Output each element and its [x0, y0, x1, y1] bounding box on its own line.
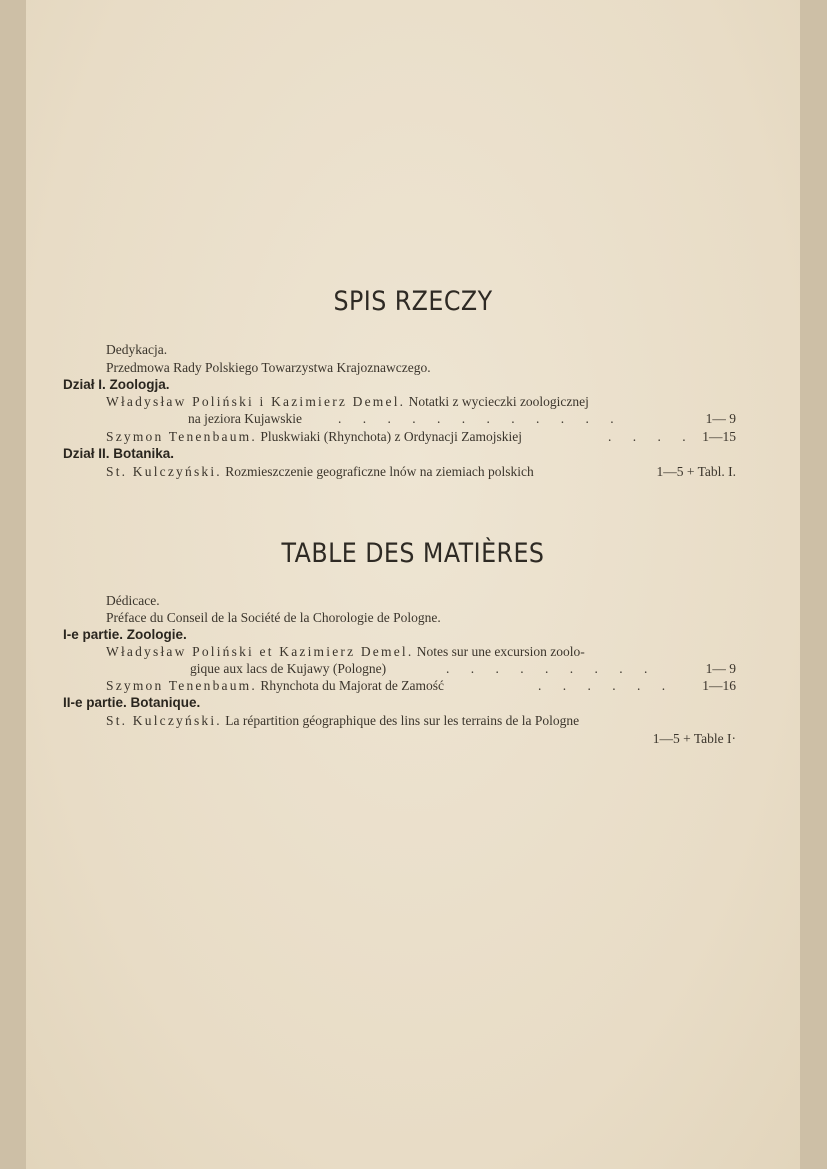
french-entry2	[106, 678, 444, 694]
polish-entry1-dots: . . . . . . . . . . . .	[338, 411, 623, 426]
polish-part2-heading: Dział II. Botanika.	[63, 446, 175, 461]
french-entry2-pages: 1—16	[702, 678, 736, 693]
french-entry3-pages: 1—5 + Table I·	[652, 731, 736, 746]
french-entry3-title: La répartition géographique des lins sur les terrains de la Pologne	[225, 713, 580, 728]
document-page	[26, 0, 800, 1169]
french-title: TABLE DES MATIÈRES	[281, 538, 545, 569]
polish-title: SPIS RZECZY	[333, 286, 493, 317]
polish-entry3	[106, 464, 534, 480]
french-entry1-title-cont: gique aux lacs de Kujawy (Pologne)	[190, 661, 387, 676]
french-entry1-dots: . . . . . . . . .	[446, 661, 657, 676]
polish-part1-heading: Dział I. Zoologja.	[63, 377, 170, 392]
french-entry3	[106, 713, 579, 729]
french-part1-heading: I-e partie. Zoologie.	[63, 627, 187, 642]
polish-entry2-author: Szymon Tenenbaum.	[106, 429, 257, 444]
polish-preface: Przedmowa Rady Polskiego Towarzystwa Krajoznawczego.	[106, 360, 431, 375]
french-entry3-author: St. Kulczyński.	[106, 713, 222, 728]
french-part2-heading: II-e partie. Botanique.	[63, 695, 201, 710]
french-preface: Préface du Conseil de la Société de la Chorologie de Pologne.	[106, 610, 441, 625]
polish-entry1-pages: 1— 9	[705, 411, 736, 426]
polish-entry2-title: Pluskwiaki (Rhynchota) z Ordynacji Zamojskiej	[260, 429, 523, 444]
polish-entry3-author: St. Kulczyński.	[106, 464, 222, 479]
french-entry1	[106, 644, 585, 660]
french-entry1-pages: 1— 9	[705, 661, 736, 676]
polish-entry3-pages: 1—5 + Tabl. I.	[656, 464, 736, 479]
polish-entry2-pages: 1—15	[702, 429, 736, 444]
french-entry2-title: Rhynchota du Majorat de Zamość	[260, 678, 445, 693]
french-entry2-author: Szymon Tenenbaum.	[106, 678, 257, 693]
french-dedication: Dédicace.	[106, 593, 160, 608]
polish-entry2	[106, 429, 522, 445]
polish-entry1-title: Notatki z wycieczki zoologicznej	[408, 394, 589, 409]
polish-entry2-dots: . . . .	[608, 429, 695, 444]
polish-entry3-title: Rozmieszczenie geograficzne lnów na ziemiach polskich	[225, 464, 534, 479]
french-entry1-title: Notes sur une excursion zoolo-	[416, 644, 585, 659]
polish-entry1-title-cont: na jeziora Kujawskie	[188, 411, 302, 426]
polish-dedication: Dedykacja.	[106, 342, 168, 357]
polish-entry1	[106, 394, 589, 410]
french-entry2-dots: . . . . . .	[538, 678, 675, 693]
french-entry1-authors: Władysław Poliński et Kazimierz Demel.	[106, 644, 414, 659]
polish-entry1-authors: Władysław Poliński i Kazimierz Demel.	[106, 394, 406, 409]
